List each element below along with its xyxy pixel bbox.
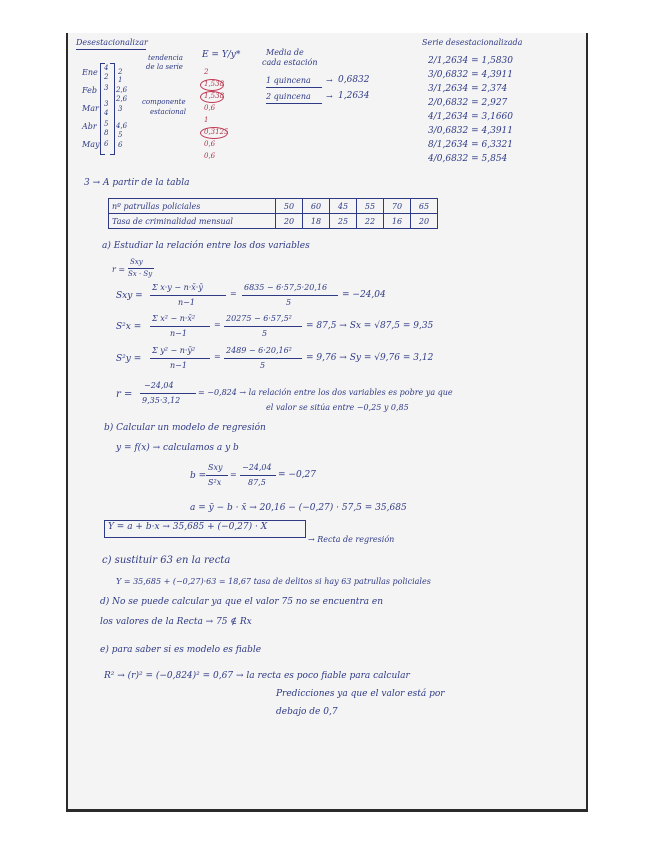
part-e-line4: debajo de 0,7 <box>276 707 338 717</box>
part-d-line1: d) No se puede calcular ya que el valor 75 no se encuentra en <box>100 597 384 607</box>
s2x-den: n−1 <box>170 329 187 338</box>
equals: = <box>214 352 221 361</box>
trend-value: 5 <box>118 131 123 139</box>
media-title-line1: Media de <box>266 48 304 57</box>
data-table <box>108 198 438 229</box>
r-formula-numerator: Sxy <box>130 258 143 266</box>
r-symbol: r = <box>112 265 126 274</box>
month-label: Abr <box>82 122 97 131</box>
media-title-line2: cada estación <box>262 58 318 67</box>
e-value: 1,538 <box>204 92 225 100</box>
e-value: 1,538 <box>204 80 225 88</box>
s2y-num2: 2489 − 6·20,16² <box>226 346 292 355</box>
annot-tendencia: tendencia <box>148 54 183 62</box>
media-row1-value: 0,6832 <box>338 75 370 85</box>
part-e-line2: R² → (r)² = (−0,824)² = 0,67 → la recta es poco fiable para calcular <box>104 671 410 681</box>
r-den2: 9,35·3,12 <box>142 396 181 405</box>
regression-note: → Recta de regresión <box>308 535 395 544</box>
s2x-den2: 5 <box>262 329 268 338</box>
part-c-heading: c) sustituir 63 en la recta <box>102 555 231 566</box>
month-label: Mar <box>82 104 99 113</box>
table-cell: 60 <box>303 199 330 214</box>
part-b-heading: b) Calcular un modelo de regresión <box>104 423 266 433</box>
table-cell: 50 <box>276 199 303 214</box>
sxy-lhs: Sxy = <box>116 291 143 301</box>
e-value-circle <box>200 91 224 103</box>
b-lhs: b = <box>190 471 207 481</box>
b-den2: 87,5 <box>248 478 266 487</box>
serie-line: 3/0,6832 = 4,3911 <box>428 70 514 80</box>
page-edge-right <box>586 33 588 811</box>
serie-line: 2/0,6832 = 2,927 <box>428 98 508 108</box>
b-num: Sxy <box>208 463 223 472</box>
b-num2: −24,04 <box>242 463 272 472</box>
b-result: = −0,27 <box>278 470 316 480</box>
e-value-circle <box>200 79 224 91</box>
annot-estacional: estacional <box>150 108 187 116</box>
fraction-bar <box>140 393 196 394</box>
media-row2-underline <box>266 103 322 104</box>
trend-value: 2 <box>118 68 123 76</box>
trend-value: 4,6 <box>116 122 128 130</box>
s2y-num: Σ y² − n·ȳ² <box>152 346 196 355</box>
arrow: → <box>326 92 333 101</box>
table-row <box>109 214 438 229</box>
series-value: 5 <box>104 120 109 128</box>
a-line: a = ȳ − b · x̄ → 20,16 − (−0,27) · 57,5 = 35,685 <box>190 503 407 513</box>
trend-value: 1 <box>118 76 123 84</box>
s2x-num2: 20275 − 6·57,5² <box>226 314 292 323</box>
month-label: May <box>82 140 100 149</box>
part-a-heading: a) Estudiar la relación entre los dos variables <box>102 241 310 251</box>
formula-e: E = Y/y* <box>202 50 241 60</box>
table-cell: 20 <box>276 214 303 229</box>
page-edge-bottom <box>66 809 588 812</box>
fraction-bar <box>150 358 210 359</box>
e-value-circle <box>200 127 228 139</box>
media-row1-label: 1 quincena <box>266 76 311 85</box>
r-result: = −0,824 → la relación entre los dos variables es pobre ya que <box>198 388 453 397</box>
part-b-line1: y = f(x) → calculamos a y b <box>116 443 239 453</box>
annot-componente: componente <box>142 98 186 106</box>
s2x-result: = 87,5 → Sx = √87,5 = 9,35 <box>306 321 434 331</box>
title-underline <box>76 49 146 50</box>
regression-equation: Y = a + b·x → 35,685 + (−0,27) · X <box>108 522 268 532</box>
table-row-label: nº patrullas policiales <box>109 199 276 214</box>
trend-value: 6 <box>118 141 123 149</box>
fraction-bar <box>206 475 228 476</box>
s2x-num: Σ x² − n·x̄² <box>152 314 196 323</box>
equals: = <box>214 320 221 329</box>
e-value: 0,6 <box>204 152 216 160</box>
r-num2: −24,04 <box>144 381 174 390</box>
s2y-den: n−1 <box>170 361 187 370</box>
fraction-bar <box>224 326 302 327</box>
table-cell: 22 <box>357 214 384 229</box>
fraction-bar <box>150 295 226 296</box>
sxy-result: = −24,04 <box>342 290 386 300</box>
series-value: 8 <box>104 129 109 137</box>
b-den: S²x <box>208 478 222 487</box>
table-row <box>109 199 438 214</box>
table-row-label: Tasa de criminalidad mensual <box>109 214 276 229</box>
equals: = <box>230 470 237 479</box>
page-edge-left <box>66 33 68 811</box>
r-formula-denominator: Sx · Sy <box>128 270 153 278</box>
sxy-den: n−1 <box>178 298 195 307</box>
table-cell: 65 <box>411 199 438 214</box>
e-value: 0,6 <box>204 140 216 148</box>
media-row2-label: 2 quincena <box>266 92 311 101</box>
serie-line: 2/1,2634 = 1,5830 <box>428 56 514 66</box>
part-c-line1: Y = 35,685 + (−0,27)·63 = 18,67 tasa de delitos si hay 63 patrullas policiales <box>116 577 431 586</box>
table-cell: 25 <box>330 214 357 229</box>
table-cell: 20 <box>411 214 438 229</box>
series-value: 3 <box>104 84 109 92</box>
sxy-num: Σ x·y − n·x̄·ȳ <box>152 283 203 292</box>
question-3-title: 3 → A partir de la tabla <box>84 178 190 188</box>
part-e-line3: Predicciones ya que el valor está por <box>276 689 445 699</box>
series-value: 3 <box>104 100 109 108</box>
e-value: 2 <box>204 68 209 76</box>
s2y-lhs: S²y = <box>116 354 142 364</box>
fraction-bar <box>242 295 338 296</box>
month-label: Ene <box>82 68 98 77</box>
part-d-line2: los valores de la Recta → 75 ∉ Rx <box>100 617 252 627</box>
fraction-bar <box>128 268 154 269</box>
series-value: 2 <box>104 73 109 81</box>
sxy-den2: 5 <box>286 298 292 307</box>
trend-value: 2,6 <box>116 86 128 94</box>
e-value: 0,3125 <box>204 128 229 136</box>
month-label: Feb <box>82 86 97 95</box>
table-cell: 45 <box>330 199 357 214</box>
fraction-bar <box>224 358 302 359</box>
table-cell: 16 <box>384 214 411 229</box>
fraction-bar <box>150 326 210 327</box>
r-result-line2: el valor se sitúa entre −0,25 y 0,85 <box>266 403 409 412</box>
values-bracket-right <box>110 63 115 155</box>
deseasonalize-title: Desestacionalizar <box>76 38 148 47</box>
trend-value: 2,6 <box>116 95 128 103</box>
arrow: → <box>326 76 333 85</box>
series-value: 4 <box>104 109 109 117</box>
serie-line: 4/1,2634 = 3,1660 <box>428 112 514 122</box>
table-cell: 70 <box>384 199 411 214</box>
s2y-result: = 9,76 → Sy = √9,76 = 3,12 <box>306 353 434 363</box>
e-value: 1 <box>204 116 209 124</box>
series-value: 6 <box>104 140 109 148</box>
table-cell: 55 <box>357 199 384 214</box>
s2x-lhs: S²x = <box>116 322 142 332</box>
media-row2-value: 1,2634 <box>338 91 370 101</box>
serie-line: 3/1,2634 = 2,374 <box>428 84 508 94</box>
s2y-den2: 5 <box>260 361 266 370</box>
table-cell: 18 <box>303 214 330 229</box>
r-lhs: r = <box>116 389 133 400</box>
e-value: 0,6 <box>204 104 216 112</box>
fraction-bar <box>240 475 276 476</box>
trend-value: 3 <box>118 105 123 113</box>
equals: = <box>230 289 237 298</box>
media-row1-underline <box>266 87 322 88</box>
part-e-line1: e) para saber si es modelo es fiable <box>100 645 262 655</box>
serie-line: 3/0,6832 = 4,3911 <box>428 126 514 136</box>
sxy-num2: 6835 − 6·57,5·20,16 <box>244 283 328 292</box>
serie-line: 4/0,6832 = 5,854 <box>428 154 508 164</box>
serie-title: Serie desestacionalizada <box>422 38 523 47</box>
serie-line: 8/1,2634 = 6,3321 <box>428 140 514 150</box>
series-value: 4 <box>104 64 109 72</box>
annot-de-la-serie: de la serie <box>146 63 183 71</box>
